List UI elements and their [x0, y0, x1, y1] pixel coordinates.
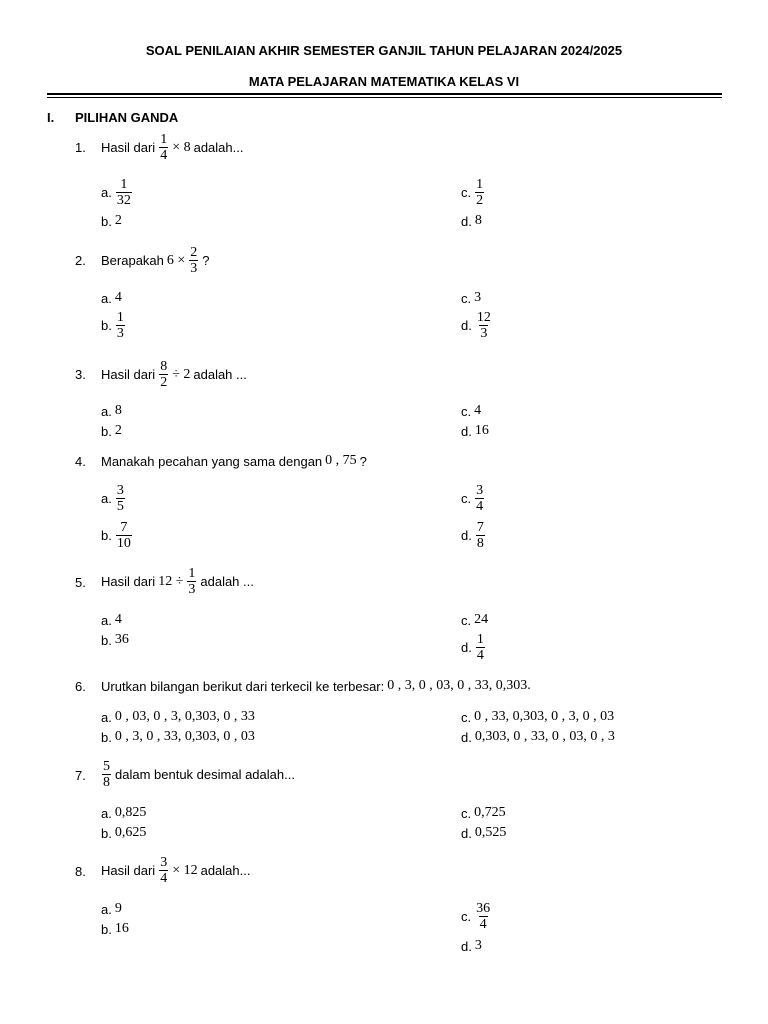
question-number: 8. — [75, 864, 86, 879]
option-a[interactable]: a. $\frac{3}{5}$ — [101, 483, 124, 514]
question-math-after: 0 , 75 — [325, 453, 357, 468]
option-fraction: $\frac{12}{3}$ — [476, 310, 491, 341]
option-fraction: $\frac{1}{4}$ — [476, 632, 484, 663]
option-fraction: $\frac{36}{4}$ — [476, 901, 491, 932]
question-text-before: Hasil dari — [101, 140, 156, 155]
question-text-after: adalah... — [200, 863, 251, 878]
option-a[interactable]: a. 0 , 03, 0 , 3, 0,303, 0 , 33 — [101, 709, 255, 725]
option-c[interactable]: c. 4 — [461, 403, 482, 419]
document-title: SOAL PENILAIAN AKHIR SEMESTER GANJIL TAHUN PELAJARAN 2024/2025 — [145, 43, 623, 58]
option-fraction: $\frac{1}{2}$ — [476, 177, 484, 208]
question-text — [101, 566, 254, 597]
option-fraction: $\frac{7}{8}$ — [476, 520, 484, 551]
option-a[interactable]: a. 9 — [101, 901, 122, 917]
option-fraction: $\frac{1}{3}$ — [116, 310, 124, 341]
question-fraction: $\frac{2}{3}$ — [190, 245, 198, 276]
option-c[interactable]: c. 0 , 33, 0,303, 0 , 3, 0 , 03 — [461, 709, 615, 725]
question-number: 1. — [75, 140, 86, 155]
question-fraction: $\frac{1}{4}$ — [160, 132, 168, 163]
option-b[interactable]: b. 2 — [101, 423, 122, 439]
option-b[interactable]: b. $\frac{7}{10}$ — [101, 520, 131, 551]
question-fraction: $\frac{8}{2}$ — [160, 359, 168, 390]
option-fraction: $\frac{3}{4}$ — [476, 483, 484, 514]
option-b[interactable]: b. 0,625 — [101, 825, 147, 841]
option-c[interactable]: c. $\frac{36}{4}$ — [461, 901, 491, 932]
question-text — [101, 453, 367, 469]
option-a[interactable]: a. 0,825 — [101, 805, 147, 821]
header-rule-thin — [47, 97, 722, 98]
question-text-after: ? — [359, 453, 367, 469]
option-c[interactable]: c. 0,725 — [461, 805, 506, 821]
header-rule-thick — [47, 93, 722, 95]
question-fraction: $\frac{5}{8}$ — [103, 759, 110, 790]
option-c[interactable]: c. $\frac{1}{2}$ — [461, 177, 484, 208]
question-fraction: $\frac{1}{3}$ — [188, 566, 196, 597]
question-number: 3. — [75, 367, 86, 382]
question-number: 4. — [75, 454, 86, 469]
question-text-after: adalah ... — [193, 367, 247, 382]
option-d[interactable]: d. 3 — [461, 938, 482, 954]
question-math-after: × 8 — [172, 139, 191, 155]
question-text-before: Manakah pecahan yang sama dengan — [101, 453, 323, 469]
question-math-before: 12 ÷ — [158, 573, 184, 589]
option-d[interactable]: d. $\frac{1}{4}$ — [461, 632, 484, 663]
question-text-before: Berapakah — [101, 253, 164, 268]
option-d[interactable]: d. $\frac{7}{8}$ — [461, 520, 484, 551]
question-text — [101, 678, 531, 694]
option-a[interactable]: a. 4 — [101, 612, 122, 628]
question-math-before: 6 × — [166, 252, 186, 268]
section-title: PILIHAN GANDA — [75, 110, 179, 125]
question-text-before: Urutkan bilangan berikut dari terkecil ke terbesar: — [101, 678, 385, 694]
option-fraction: $\frac{1}{32}$ — [116, 177, 131, 208]
question-text-after: dalam bentuk desimal adalah... — [115, 767, 295, 782]
question-math-after: 0 , 3, 0 , 03, 0 , 33, 0,303. — [387, 678, 531, 693]
option-fraction: $\frac{3}{5}$ — [116, 483, 124, 514]
option-d[interactable]: d. $\frac{12}{3}$ — [461, 310, 491, 341]
option-a[interactable]: a. 4 — [101, 290, 122, 306]
question-number: 7. — [75, 768, 86, 783]
question-text — [101, 132, 243, 163]
option-d[interactable]: d. 16 — [461, 423, 489, 439]
option-d[interactable]: d. 8 — [461, 213, 482, 229]
question-math-after: × 12 — [172, 862, 198, 878]
question-text-before: Hasil dari — [101, 863, 156, 878]
option-b[interactable]: b. 16 — [101, 921, 129, 937]
option-fraction: $\frac{7}{10}$ — [116, 520, 131, 551]
option-c[interactable]: c. $\frac{3}{4}$ — [461, 483, 484, 514]
option-d[interactable]: d. 0,525 — [461, 825, 507, 841]
question-text — [101, 245, 210, 276]
question-number: 5. — [75, 575, 86, 590]
question-number: 2. — [75, 253, 86, 268]
option-b[interactable]: b. $\frac{1}{3}$ — [101, 310, 124, 341]
option-a[interactable]: a. $\frac{1}{32}$ — [101, 177, 131, 208]
question-text-after: adalah... — [193, 140, 244, 155]
question-number: 6. — [75, 679, 86, 694]
question-text-before: Hasil dari — [101, 367, 156, 382]
question-text — [101, 759, 295, 790]
question-math-after: ÷ 2 — [172, 366, 191, 382]
section-number: I. — [47, 110, 55, 125]
option-d[interactable]: d. 0,303, 0 , 33, 0 , 03, 0 , 3 — [461, 729, 615, 745]
question-text-before: Hasil dari — [101, 574, 156, 589]
question-text — [101, 359, 247, 390]
question-text-after: adalah ... — [200, 574, 254, 589]
option-c[interactable]: c. 24 — [461, 612, 489, 628]
document-subtitle: MATA PELAJARAN MATEMATIKA KELAS VI — [248, 74, 520, 89]
option-b[interactable]: b. 0 , 3, 0 , 33, 0,303, 0 , 03 — [101, 729, 255, 745]
option-b[interactable]: b. 2 — [101, 213, 122, 229]
option-b[interactable]: b. 36 — [101, 632, 129, 648]
question-text — [101, 855, 250, 886]
question-text-after: ? — [202, 253, 210, 268]
question-fraction: $\frac{3}{4}$ — [160, 855, 168, 886]
option-c[interactable]: c. 3 — [461, 290, 482, 306]
option-a[interactable]: a. 8 — [101, 403, 122, 419]
